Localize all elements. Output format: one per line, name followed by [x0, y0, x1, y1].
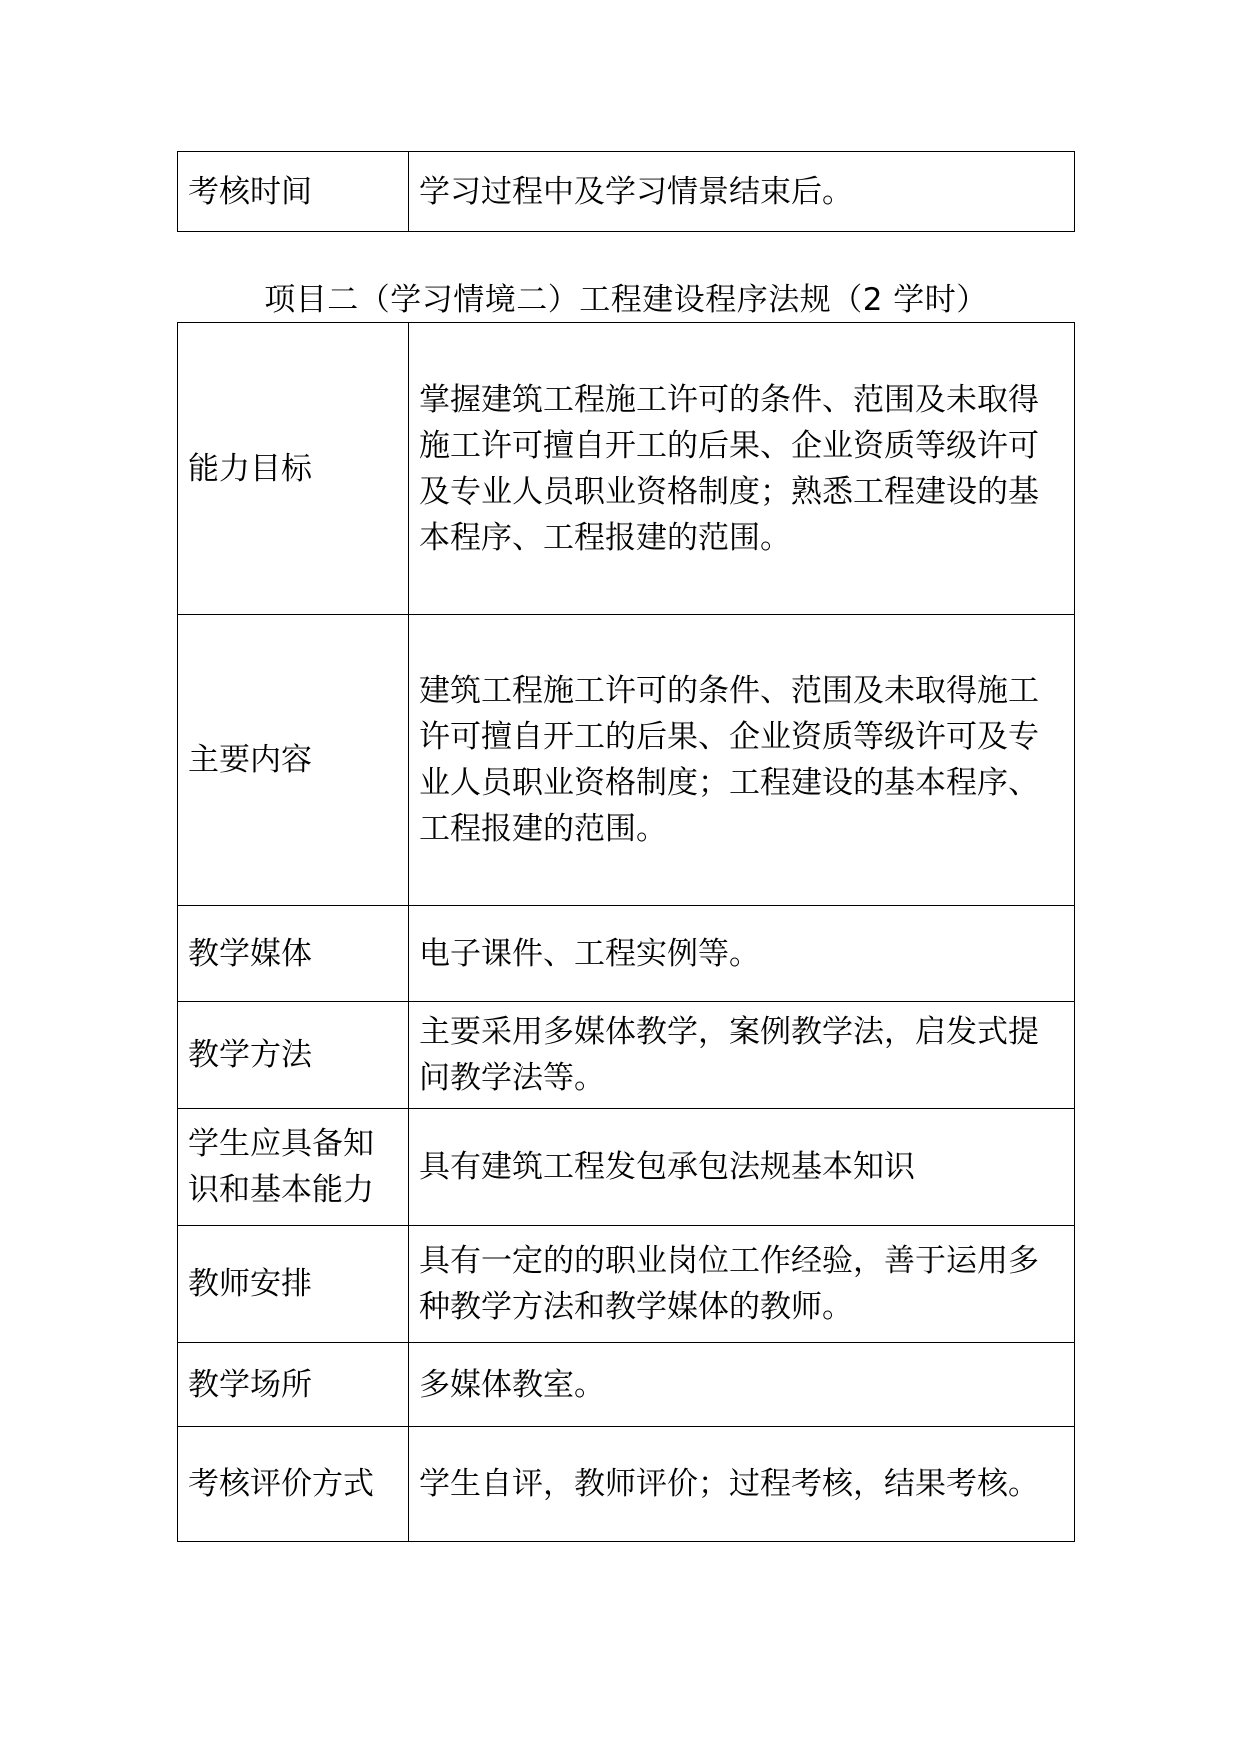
table-row — [178, 152, 1075, 232]
row-value-teaching-methods: 主要采用多媒体教学，案例教学法，启发式提问教学法等。 — [409, 1002, 1075, 1109]
section-title: 项目二（学习情境二）工程建设程序法规（2 学时） — [264, 282, 988, 318]
row-label-teacher-arrangement: 教师安排 — [178, 1226, 409, 1343]
table-row — [178, 1427, 1075, 1542]
row-label-assessment-time: 考核时间 — [178, 152, 409, 232]
table-row — [178, 323, 1075, 615]
row-label-main-content: 主要内容 — [178, 615, 409, 906]
row-label-teaching-venue: 教学场所 — [178, 1343, 409, 1427]
table-row — [178, 1109, 1075, 1226]
table-row — [178, 1226, 1075, 1343]
table-row — [178, 906, 1075, 1002]
assessment-time-table — [177, 151, 1075, 232]
project-two-table — [177, 322, 1075, 1542]
row-value-teacher-arrangement: 具有一定的的职业岗位工作经验，善于运用多种教学方法和教学媒体的教师。 — [409, 1226, 1075, 1343]
row-value-assessment-method: 学生自评，教师评价；过程考核，结果考核。 — [409, 1427, 1075, 1542]
row-value-teaching-venue: 多媒体教室。 — [409, 1343, 1075, 1427]
table-row — [178, 615, 1075, 906]
row-value-student-prerequisites: 具有建筑工程发包承包法规基本知识 — [409, 1109, 1075, 1226]
row-value-teaching-media: 电子课件、工程实例等。 — [409, 906, 1075, 1002]
row-value-assessment-time: 学习过程中及学习情景结束后。 — [409, 152, 1075, 232]
table-row — [178, 1002, 1075, 1109]
row-label-teaching-methods: 教学方法 — [178, 1002, 409, 1109]
row-label-teaching-media: 教学媒体 — [178, 906, 409, 1002]
row-value-main-content: 建筑工程施工许可的条件、范围及未取得施工许可擅自开工的后果、企业资质等级许可及专业人员职业资格制度；工程建设的基本程序、工程报建的范围。 — [409, 615, 1075, 906]
row-value-ability-goals: 掌握建筑工程施工许可的条件、范围及未取得施工许可擅自开工的后果、企业资质等级许可及专业人员职业资格制度；熟悉工程建设的基本程序、工程报建的范围。 — [409, 323, 1075, 615]
row-label-ability-goals: 能力目标 — [178, 323, 409, 615]
row-label-student-prerequisites: 学生应具备知识和基本能力 — [178, 1109, 409, 1226]
table-row — [178, 1343, 1075, 1427]
row-label-assessment-method: 考核评价方式 — [178, 1427, 409, 1542]
